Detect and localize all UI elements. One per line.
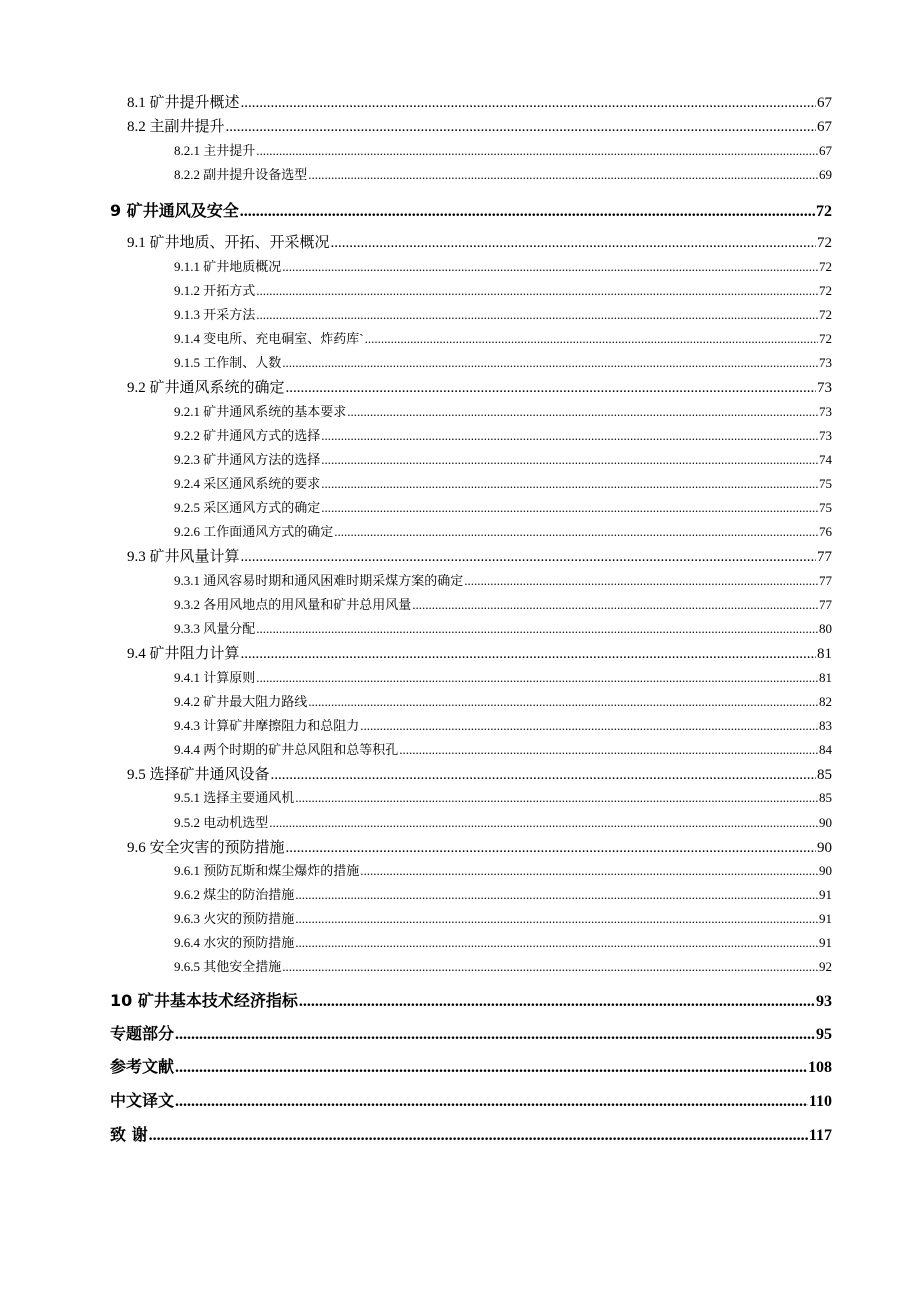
toc-entry-page: 72	[819, 259, 832, 274]
toc-entry[interactable]	[127, 376, 832, 397]
toc-dot-leader	[295, 887, 818, 903]
toc-entry-title: 9.1.3 开采方法	[174, 307, 256, 322]
toc-dot-leader	[308, 694, 818, 710]
toc-entry-title: 9.4.3 计算矿井摩擦阻力和总阻力	[174, 718, 360, 733]
toc-entry[interactable]	[174, 497, 832, 516]
toc-entry-title: 8.1 矿井提升概述	[127, 95, 240, 111]
toc-entry-page: 92	[819, 959, 832, 974]
toc-dot-leader	[271, 767, 816, 784]
toc-entry[interactable]	[174, 860, 832, 879]
toc-entry-title: 9.4 矿井阻力计算	[127, 646, 240, 662]
toc-dot-leader	[240, 203, 815, 221]
toc-dot-leader	[241, 95, 816, 112]
toc-dot-leader	[256, 143, 818, 159]
toc-dot-leader	[295, 911, 818, 927]
toc-entry[interactable]	[174, 884, 832, 903]
toc-dot-leader	[175, 1093, 808, 1111]
toc-entry-title: 9.6.5 其他安全措施	[174, 959, 282, 974]
toc-entry[interactable]	[174, 570, 832, 589]
toc-dot-leader	[295, 790, 818, 806]
toc-dot-leader	[360, 863, 818, 879]
toc-entry[interactable]	[174, 812, 832, 831]
toc-entry-title: 9.2.5 采区通风方式的确定	[174, 500, 321, 515]
toc-dot-leader	[282, 959, 818, 975]
toc-entry-page: 72	[817, 235, 832, 251]
toc-dot-leader	[256, 307, 818, 323]
toc-entry-title: 9.3.1 通风容易时期和通风困难时期采煤方案的确定	[174, 573, 464, 588]
toc-entry-page: 81	[817, 646, 832, 662]
toc-entry-page: 69	[819, 167, 832, 182]
toc-entry[interactable]	[110, 1054, 832, 1077]
toc-entry-page: 72	[819, 307, 832, 322]
toc-entry-title: 9.5 选择矿井通风设备	[127, 767, 270, 783]
toc-entry-title: 9.6.4 水灾的预防措施	[174, 935, 295, 950]
toc-dot-leader	[464, 573, 818, 589]
toc-dot-leader	[321, 452, 818, 468]
toc-entry[interactable]	[174, 401, 832, 420]
toc-entry[interactable]	[110, 988, 832, 1011]
toc-entry[interactable]	[174, 739, 832, 758]
toc-entry[interactable]	[174, 691, 832, 710]
toc-entry-page: 85	[817, 767, 832, 783]
toc-entry[interactable]	[174, 932, 832, 951]
toc-entry-page: 95	[816, 1026, 832, 1043]
toc-entry-title: 9.6.2 煤尘的防治措施	[174, 887, 295, 902]
toc-entry[interactable]	[174, 521, 832, 540]
toc-entry-title: 9.5.1 选择主要通风机	[174, 790, 295, 805]
toc-dot-leader	[149, 1127, 808, 1145]
toc-entry-page: 67	[819, 143, 832, 158]
toc-entry-page: 83	[819, 718, 832, 733]
toc-entry-page: 72	[816, 203, 832, 220]
toc-dot-leader	[321, 476, 818, 492]
toc-entry-title: 9.4.4 两个时期的矿井总风阻和总等积孔	[174, 742, 399, 757]
toc-entry[interactable]	[127, 545, 832, 566]
toc-entry-title: 8.2 主副井提升	[127, 119, 225, 135]
toc-entry-page: 110	[808, 1093, 832, 1110]
toc-entry-page: 75	[819, 500, 832, 515]
toc-entry-title: 专题部分	[110, 1024, 175, 1043]
toc-entry-page: 72	[819, 331, 832, 346]
toc-entry-page: 75	[819, 476, 832, 491]
toc-entry-title: 中文译文	[110, 1091, 175, 1110]
toc-entry-page: 67	[817, 95, 832, 111]
toc-entry[interactable]	[127, 115, 832, 136]
toc-dot-leader	[175, 1059, 807, 1077]
toc-entry-title: 致 谢	[110, 1125, 148, 1144]
toc-entry-page: 108	[808, 1059, 832, 1076]
toc-dot-leader	[241, 549, 816, 566]
toc-entry[interactable]	[174, 667, 832, 686]
toc-entry[interactable]	[174, 787, 832, 806]
toc-dot-leader	[308, 167, 818, 183]
toc-entry[interactable]	[174, 140, 832, 159]
toc-entry-page: 73	[819, 404, 832, 419]
toc-entry-page: 93	[816, 993, 832, 1010]
toc-dot-leader	[347, 404, 818, 420]
toc-entry-title: 9 矿井通风及安全	[110, 201, 239, 220]
toc-entry-page: 117	[808, 1127, 832, 1144]
toc-dot-leader	[299, 993, 815, 1011]
toc-entry[interactable]	[110, 1021, 832, 1044]
toc-entry[interactable]	[174, 280, 832, 299]
toc-entry-title: 9.4.2 矿井最大阻力路线	[174, 694, 308, 709]
toc-entry-title: 9.1.4 变电所、充电硐室、炸药库`	[174, 331, 364, 346]
toc-entry-title: 9.6 安全灾害的预防措施	[127, 840, 285, 856]
toc-entry-page: 85	[819, 790, 832, 805]
toc-entry-page: 77	[819, 573, 832, 588]
toc-dot-leader	[256, 283, 818, 299]
toc-entry-title: 9.6.1 预防瓦斯和煤尘爆炸的措施	[174, 863, 360, 878]
toc-entry-page: 91	[819, 911, 832, 926]
toc-dot-leader	[256, 670, 818, 686]
toc-entry-title: 9.2.3 矿井通风方法的选择	[174, 452, 321, 467]
toc-entry[interactable]	[127, 642, 832, 663]
toc-entry[interactable]	[174, 715, 832, 734]
toc-entry[interactable]	[127, 836, 832, 857]
toc-entry-page: 76	[819, 524, 832, 539]
toc-entry-title: 9.2.2 矿井通风方式的选择	[174, 428, 321, 443]
toc-entry[interactable]	[127, 763, 832, 784]
toc-entry-title: 9.2.1 矿井通风系统的基本要求	[174, 404, 347, 419]
toc-dot-leader	[412, 597, 818, 613]
toc-entry-page: 73	[819, 428, 832, 443]
toc-entry[interactable]	[110, 1088, 832, 1111]
toc-entry[interactable]	[127, 91, 832, 112]
toc-dot-leader	[226, 119, 816, 136]
toc-entry-title: 9.1.1 矿井地质概况	[174, 259, 282, 274]
toc-entry[interactable]	[174, 473, 832, 492]
toc-entry[interactable]	[110, 198, 832, 221]
toc-entry[interactable]	[174, 328, 832, 347]
toc-entry-title: 参考文献	[110, 1057, 175, 1076]
toc-entry[interactable]	[174, 449, 832, 468]
toc-entry-title: 8.2.1 主井提升	[174, 143, 256, 158]
toc-entry-page: 90	[819, 815, 832, 830]
toc-dot-leader	[175, 1026, 815, 1044]
toc-dot-leader	[360, 718, 818, 734]
toc-dot-leader	[286, 380, 816, 397]
toc-entry-title: 8.2.2 副井提升设备选型	[174, 167, 308, 182]
toc-entry[interactable]	[174, 352, 832, 371]
toc-entry[interactable]	[174, 304, 832, 323]
toc-entry-page: 80	[819, 621, 832, 636]
toc-entry-title: 9.6.3 火灾的预防措施	[174, 911, 295, 926]
toc-entry-page: 74	[819, 452, 832, 467]
toc-entry-page: 91	[819, 887, 832, 902]
toc-dot-leader	[269, 815, 818, 831]
toc-entry-page: 90	[817, 840, 832, 856]
toc-entry-title: 9.3 矿井风量计算	[127, 549, 240, 565]
toc-dot-leader	[295, 935, 818, 951]
toc-entry-title: 9.1 矿井地质、开拓、开采概况	[127, 235, 330, 251]
toc-dot-leader	[256, 621, 818, 637]
toc-entry[interactable]	[174, 618, 832, 637]
toc-entry-title: 9.2.4 采区通风系统的要求	[174, 476, 321, 491]
toc-entry-title: 9.3.2 各用风地点的用风量和矿井总用风量	[174, 597, 412, 612]
toc-entry-title: 9.5.2 电动机选型	[174, 815, 269, 830]
toc-entry[interactable]	[174, 256, 832, 275]
toc-dot-leader	[334, 524, 818, 540]
toc-dot-leader	[321, 428, 818, 444]
toc-entry-title: 9.4.1 计算原则	[174, 670, 256, 685]
toc-entry[interactable]	[174, 594, 832, 613]
toc-entry-page: 73	[817, 380, 832, 396]
toc-dot-leader	[282, 355, 818, 371]
toc-dot-leader	[321, 500, 818, 516]
toc-entry-page: 82	[819, 694, 832, 709]
toc-dot-leader	[282, 259, 818, 275]
toc-entry-title: 9.1.2 开拓方式	[174, 283, 256, 298]
toc-entry-title: 9.2 矿井通风系统的确定	[127, 380, 285, 396]
toc-entry-page: 90	[819, 863, 832, 878]
toc-entry-page: 77	[819, 597, 832, 612]
toc-entry-title: 10 矿井基本技术经济指标	[110, 991, 298, 1010]
toc-dot-leader	[286, 840, 816, 857]
toc-entry-page: 67	[817, 119, 832, 135]
toc-entry[interactable]	[174, 425, 832, 444]
toc-entry[interactable]	[174, 956, 832, 975]
toc-entry-page: 73	[819, 355, 832, 370]
toc-entry[interactable]	[127, 231, 832, 252]
toc-dot-leader	[331, 235, 816, 252]
toc-entry[interactable]	[174, 164, 832, 183]
toc-entry-title: 9.2.6 工作面通风方式的确定	[174, 524, 334, 539]
toc-entry[interactable]	[110, 1122, 832, 1145]
toc-entry-page: 84	[819, 742, 832, 757]
toc-dot-leader	[241, 646, 816, 663]
toc-dot-leader	[399, 742, 818, 758]
toc-entry-page: 77	[817, 549, 832, 565]
toc-entry-page: 91	[819, 935, 832, 950]
toc-entry-page: 81	[819, 670, 832, 685]
toc-entry-page: 72	[819, 283, 832, 298]
toc-dot-leader	[365, 331, 818, 347]
toc-entry[interactable]	[174, 908, 832, 927]
toc-entry-title: 9.3.3 风量分配	[174, 621, 256, 636]
toc-entry-title: 9.1.5 工作制、人数	[174, 355, 282, 370]
